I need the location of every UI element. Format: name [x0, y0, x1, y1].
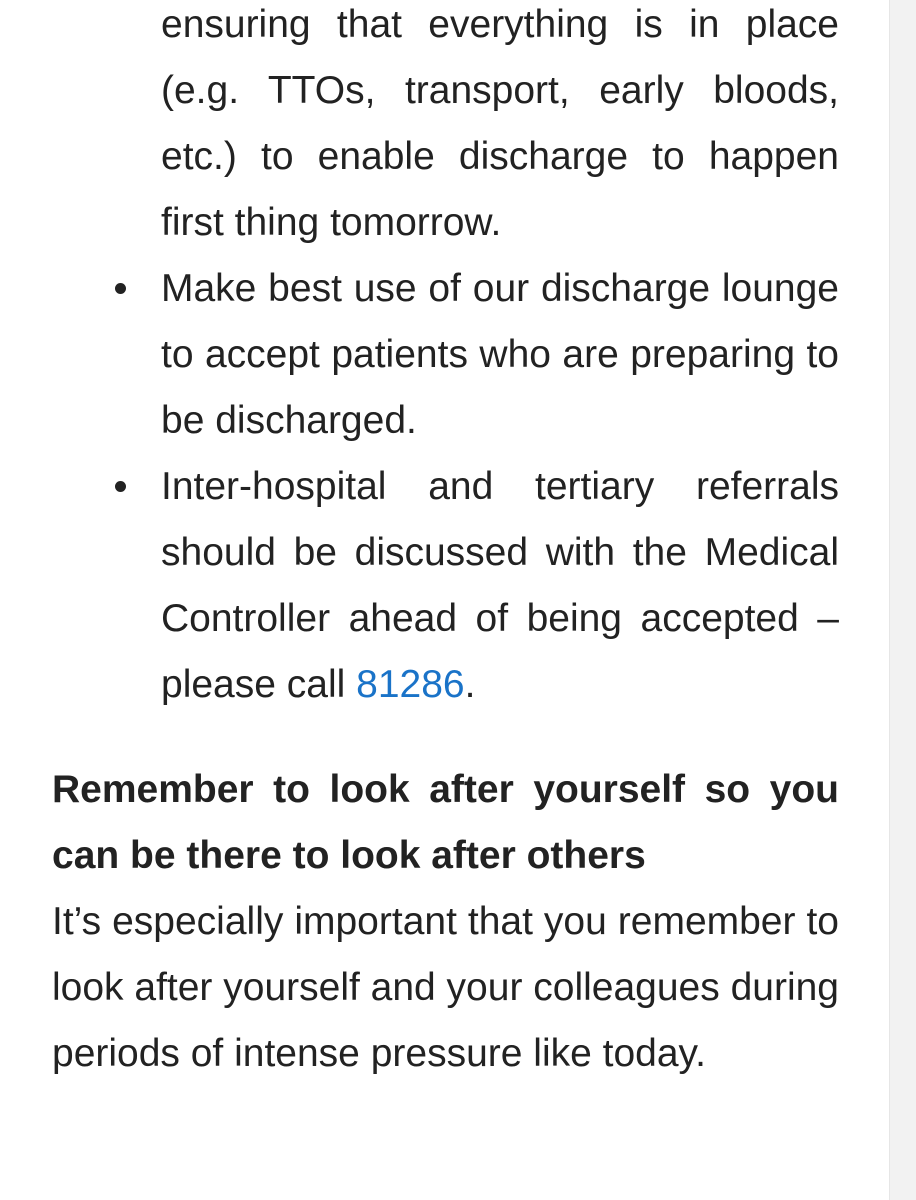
- bullet-text-end: .: [464, 663, 476, 706]
- bullet-dot-icon: [115, 481, 126, 492]
- phone-number-link[interactable]: 81286: [356, 663, 465, 706]
- bullet-item-referrals: [52, 454, 839, 718]
- article-content: [52, 0, 839, 1087]
- bullet-text: Inter-hospital and tertiary referrals should be discussed with the Medical Controller ahead of being accepted – please call: [161, 465, 839, 706]
- bullet-item-discharge-prep: [52, 0, 839, 256]
- section-heading: Remember to look after yourself so you can be there to look after others: [52, 768, 839, 877]
- bullet-dot-icon: [115, 283, 126, 294]
- bullet-text: ensuring that everything is in place (e.g. TTOs, transport, early bloods, etc.) to enable discharge to happen first thing tomorrow.: [161, 3, 839, 244]
- bullet-text: Make best use of our discharge lounge to accept patients who are preparing to be discharged.: [161, 267, 839, 442]
- bullet-list: [52, 0, 839, 718]
- bullet-item-discharge-lounge: [52, 256, 839, 454]
- page-edge: [889, 0, 916, 1200]
- section-body: It’s especially important that you remember to look after yourself and your colleagues during periods of intense pressure like today.: [52, 900, 839, 1075]
